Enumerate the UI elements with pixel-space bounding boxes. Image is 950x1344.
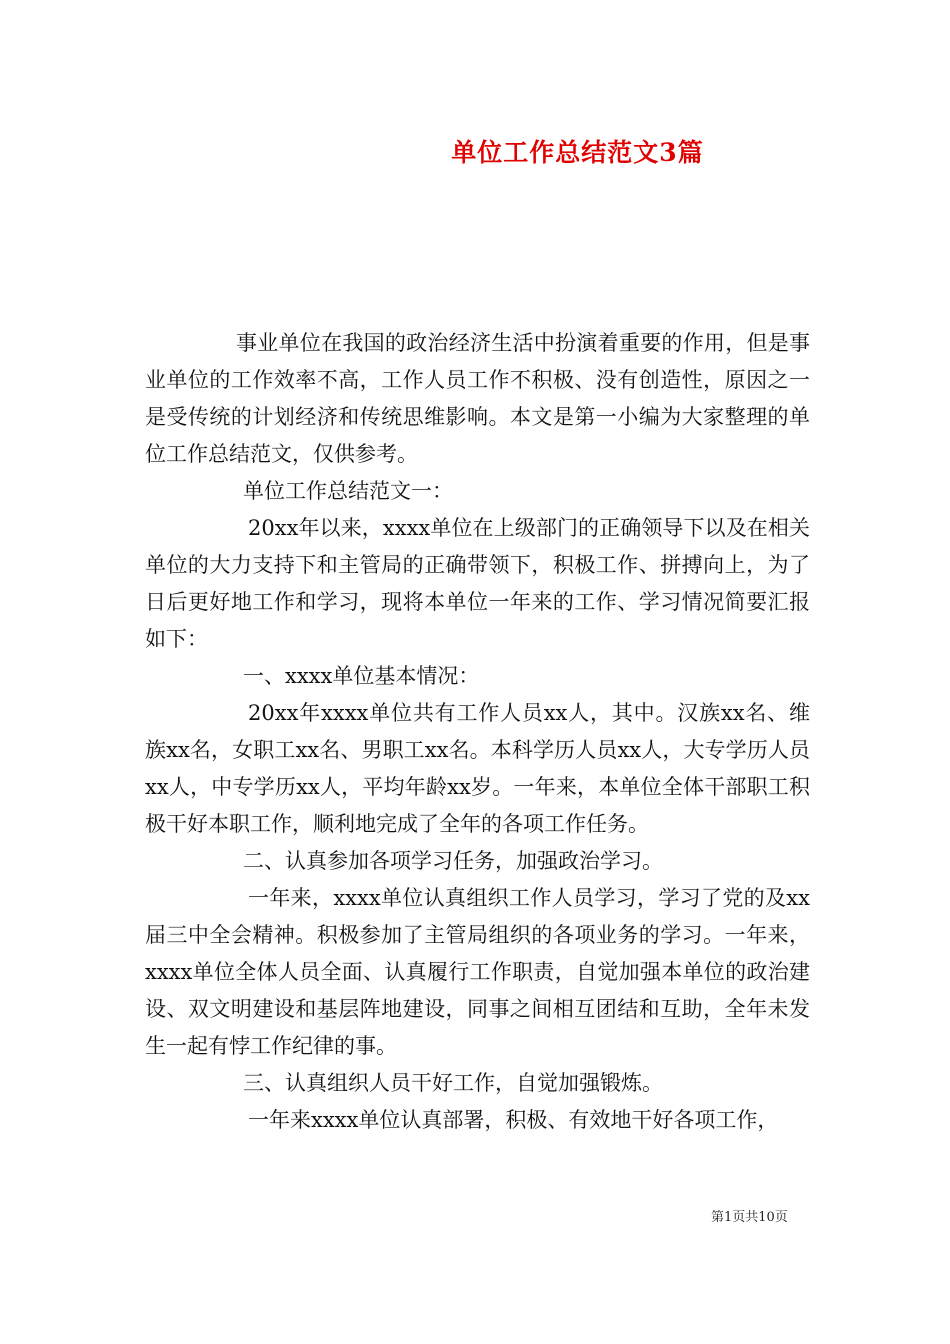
heading-basic-info: 一、xxxx单位基本情况： [243, 664, 480, 688]
intro-paragraph: 事业单位在我国的政治经济生活中扮演着重要的作用，但是事业单位的工作效率不高，工作人员工作不积极、没有创造性，原因之一是受传统的计划经济和传统思维影响。本文是第一小编为大家整理的单位工作总结范文，仅供参考。 [145, 331, 810, 466]
page-number: 第1页共10页 [711, 1210, 788, 1225]
paragraph-work: 一年来xxxx单位认真部署，积极、有效地干好各项工作， [248, 1108, 779, 1132]
heading-work: 三、认真组织人员干好工作，自觉加强锻炼。 [243, 1071, 663, 1095]
paragraph-study: 一年来，xxxx单位认真组织工作人员学习，学习了党的及xx届三中全会精神。积极参加了主管局组织的各项业务的学习。一年来，xxxx单位全体人员全面、认真履行工作职责，自觉加强本单位的政治建设、双文明建设和基层阵地建设，同事之间相互团结和互助，全年未发生一起有悖工作纪律的事。 [145, 886, 810, 1058]
heading-study: 二、认真参加各项学习任务，加强政治学习。 [243, 849, 663, 873]
document-body [145, 325, 810, 1139]
paragraph-basic-info: 20xx年xxxx单位共有工作人员xx人，其中。汉族xx名、维族xx名，女职工xx名、男职工xx名。本科学历人员xx人，大专学历人员xx人，中专学历xx人，平均年龄xx岁。一年来，本单位全体干部职工积极干好本职工作，顺利地完成了全年的各项工作任务。 [145, 701, 810, 836]
paragraph-overview: 20xx年以来，xxxx单位在上级部门的正确领导下以及在相关单位的大力支持下和主管局的正确带领下，积极工作、拼搏向上，为了日后更好地工作和学习，现将本单位一年来的工作、学习情况简要汇报如下： [145, 516, 810, 651]
document-title: 单位工作总结范文3篇 [451, 138, 704, 167]
section-heading-sample-one: 单位工作总结范文一： [243, 479, 453, 503]
